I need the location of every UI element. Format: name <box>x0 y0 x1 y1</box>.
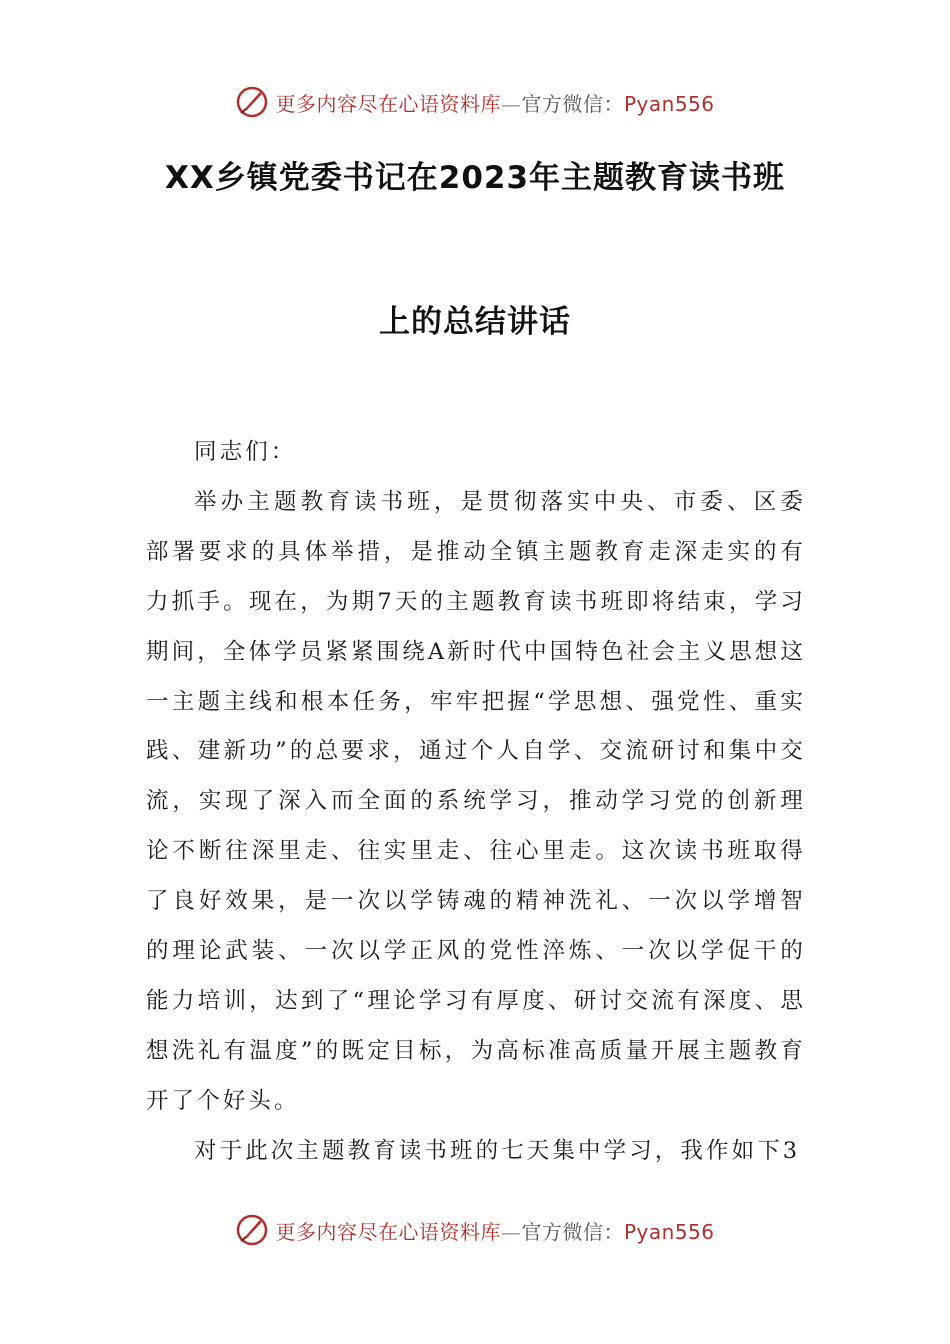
watermark-text <box>275 88 714 117</box>
watermark-wechat-id: Pyan556 <box>623 91 715 116</box>
quill-logo-icon <box>235 1213 269 1247</box>
document-body <box>146 428 806 1177</box>
watermark-dash: — <box>500 91 522 116</box>
watermark-dash: — <box>500 1219 522 1244</box>
body-paragraph: 举办主题教育读书班，是贯彻落实中央、市委、区委部署要求的具体举措，是推动全镇主题教育走深走实的有力抓手。现在，为期7天的主题教育读书班即将结束，学习期间，全体学员紧紧围绕A新时代中国特色社会主义思想这一主题主线和根本任务，牢牢把握“学思想、强党性、重实践、建新功”的总要求，通过个人自学、交流研讨和集中交流，实现了深入而全面的系统学习，推动学习党的创新理论不断往深里走、往实里走、往心里走。这次读书班取得了良好效果，是一次以学铸魂的精神洗礼、一次以学增智的理论武装、一次以学正风的党性淬炼、一次以学促干的能力培训，达到了“理论学习有厚度、研讨交流有深度、思想洗礼有温度”的既定目标，为高标准高质量开展主题教育开了个好头。 <box>146 488 806 1114</box>
footer-watermark <box>0 1210 950 1250</box>
document-title-line1: XX乡镇党委书记在2023年主题教育读书班 <box>164 160 786 196</box>
watermark-main: 更多内容尽在心语资料库 <box>275 1219 501 1244</box>
document-title-line2: 上的总结讲话 <box>379 304 571 340</box>
watermark-wechat-label: 官方微信： <box>521 1219 624 1244</box>
watermark-wechat-id: Pyan556 <box>623 1219 715 1244</box>
watermark-text <box>275 1216 714 1245</box>
watermark-wechat-label: 官方微信： <box>521 91 624 116</box>
body-paragraph: 对于此次主题教育读书班的七天集中学习，我作如下3 <box>194 1137 801 1164</box>
header-watermark <box>0 82 950 122</box>
salutation: 同志们： <box>194 439 297 465</box>
quill-logo-icon <box>235 85 269 119</box>
watermark-main: 更多内容尽在心语资料库 <box>275 91 501 116</box>
